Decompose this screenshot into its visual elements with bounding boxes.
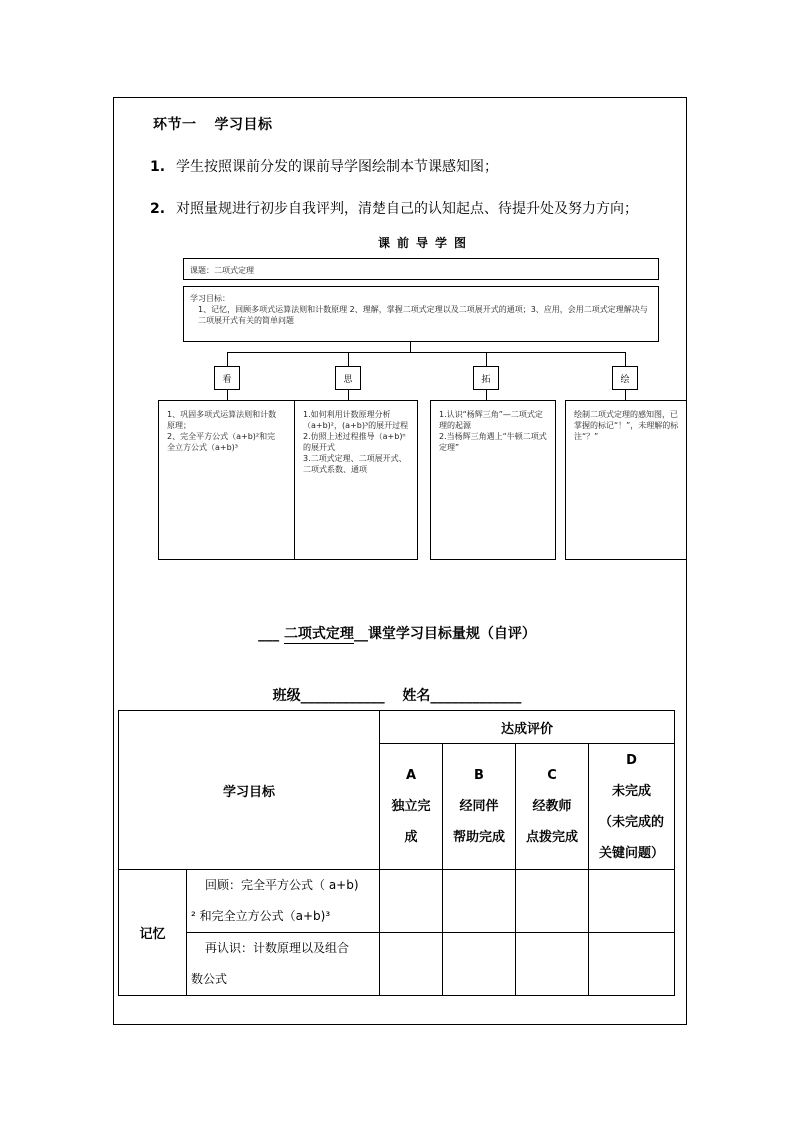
grade-letter: B bbox=[474, 768, 484, 783]
class-label: 班级 bbox=[272, 688, 301, 704]
grade-letter: C bbox=[547, 768, 557, 783]
list-item bbox=[150, 156, 498, 176]
topic-text: 课题：二项式定理 bbox=[190, 266, 254, 275]
eval-cell[interactable] bbox=[380, 870, 443, 933]
item-text: 学生按照课前分发的课前导学图绘制本节课感知图； bbox=[176, 159, 498, 175]
rubric-title bbox=[0, 623, 794, 644]
connector-line bbox=[227, 390, 228, 400]
connector-line bbox=[625, 352, 626, 366]
section-heading bbox=[153, 114, 273, 134]
name-blank[interactable]: _____________ bbox=[430, 688, 522, 704]
name-label: 姓名 bbox=[402, 688, 431, 704]
grade-letter: D bbox=[626, 752, 637, 768]
grade-letter: A bbox=[405, 768, 417, 783]
topic-box bbox=[183, 258, 659, 280]
column-text: 绘制二项式定理的感知图，已掌握的标记“！”，未理解的标注“？” bbox=[574, 410, 679, 441]
connector-line bbox=[625, 390, 626, 400]
connector-line bbox=[227, 352, 228, 366]
node-look: 看 bbox=[214, 366, 240, 390]
grade-desc: 经同伴 bbox=[459, 799, 499, 814]
diagram-title: 课前导学图 bbox=[378, 236, 474, 250]
item-text: 对照量规进行初步自我评判，清楚自己的认知起点、待提升处及努力方向； bbox=[176, 201, 638, 217]
column-box-draw bbox=[565, 400, 687, 560]
column-text: 1、巩固多项式运算法则和计数原理； 2、完全平方公式（a+b)²和完全立方公式（a+b)³ bbox=[167, 410, 277, 452]
table-row bbox=[187, 870, 380, 933]
list-item bbox=[150, 198, 638, 218]
grade-d-cell bbox=[589, 744, 675, 870]
row-text: 再认识：计数原理以及组合 bbox=[205, 941, 350, 955]
column-box-think bbox=[294, 400, 418, 560]
eval-header: 达成评价 bbox=[500, 721, 553, 737]
item-number: 2. bbox=[150, 201, 166, 217]
node-think: 思 bbox=[335, 366, 361, 390]
grade-a-cell bbox=[380, 744, 443, 870]
column-box-extend bbox=[430, 400, 556, 560]
title-rest: __课堂学习目标量规（自评） bbox=[353, 626, 536, 642]
goal-label: 学习目标： bbox=[190, 294, 230, 303]
column-text: 1.认识“杨辉三角”—二项式定理的起源 2.当杨辉三角遇上“牛顿二项式定理” bbox=[439, 410, 547, 452]
goal-box bbox=[183, 286, 659, 342]
eval-cell[interactable] bbox=[443, 933, 516, 996]
goal-header: 学习目标 bbox=[222, 784, 275, 800]
section-title: 学习目标 bbox=[214, 117, 273, 133]
grade-c-cell bbox=[516, 744, 589, 870]
grade-b-cell bbox=[443, 744, 516, 870]
connector-line bbox=[348, 352, 349, 366]
grade-desc: 关键问题） bbox=[598, 845, 664, 861]
row-text: ² 和完全立方公式（a+b)³ bbox=[191, 909, 331, 923]
connector-line bbox=[410, 342, 411, 352]
grade-desc: 成 bbox=[404, 830, 418, 845]
category-label: 记忆 bbox=[139, 927, 166, 942]
grade-desc: 经教师 bbox=[532, 799, 572, 814]
class-blank[interactable]: ____________ bbox=[300, 688, 385, 704]
node-draw: 绘 bbox=[612, 366, 638, 390]
eval-cell[interactable] bbox=[516, 933, 589, 996]
eval-cell[interactable] bbox=[589, 933, 675, 996]
column-text: 1.如何利用计数原理分析（a+b)²，(a+b)³的展开过程 2.仿照上述过程推导（a+b)ⁿ的展开式 3.二项式定理、二项展开式、二项式系数、通项 bbox=[303, 410, 409, 474]
connector-line bbox=[486, 352, 487, 366]
eval-cell[interactable] bbox=[443, 870, 516, 933]
rubric-table bbox=[118, 710, 675, 996]
grade-desc: （未完成的 bbox=[598, 814, 664, 830]
grade-desc: 未完成 bbox=[611, 783, 651, 799]
eval-cell[interactable] bbox=[516, 870, 589, 933]
title-blank: ___ bbox=[258, 626, 280, 642]
eval-cell[interactable] bbox=[380, 933, 443, 996]
connector-line bbox=[227, 352, 626, 353]
eval-cell[interactable] bbox=[589, 870, 675, 933]
title-topic: 二项式定理 bbox=[284, 623, 354, 644]
grade-desc: 独立完 bbox=[391, 799, 431, 814]
goal-text: 1、记忆，回顾多项式运算法则和计数原理 2、理解，掌握二项式定理以及二项展开式的通项；3、应用，会用二项式定理解决与二项展开式有关的简单问题 bbox=[198, 305, 648, 325]
class-name-line bbox=[0, 685, 794, 705]
connector-line bbox=[348, 390, 349, 400]
item-number: 1. bbox=[150, 159, 166, 175]
grade-desc: 帮助完成 bbox=[452, 830, 505, 845]
category-cell bbox=[119, 870, 187, 996]
goal-header-cell bbox=[119, 711, 380, 870]
grade-desc: 点拨完成 bbox=[525, 830, 578, 845]
eval-header-cell bbox=[380, 711, 675, 744]
section-number: 环节一 bbox=[153, 117, 197, 133]
connector-line bbox=[486, 390, 487, 400]
table-row bbox=[187, 933, 380, 996]
row-text: 回顾：完全平方公式（ a+b) bbox=[205, 878, 359, 892]
row-text: 数公式 bbox=[191, 972, 228, 986]
node-extend: 拓 bbox=[473, 366, 499, 390]
